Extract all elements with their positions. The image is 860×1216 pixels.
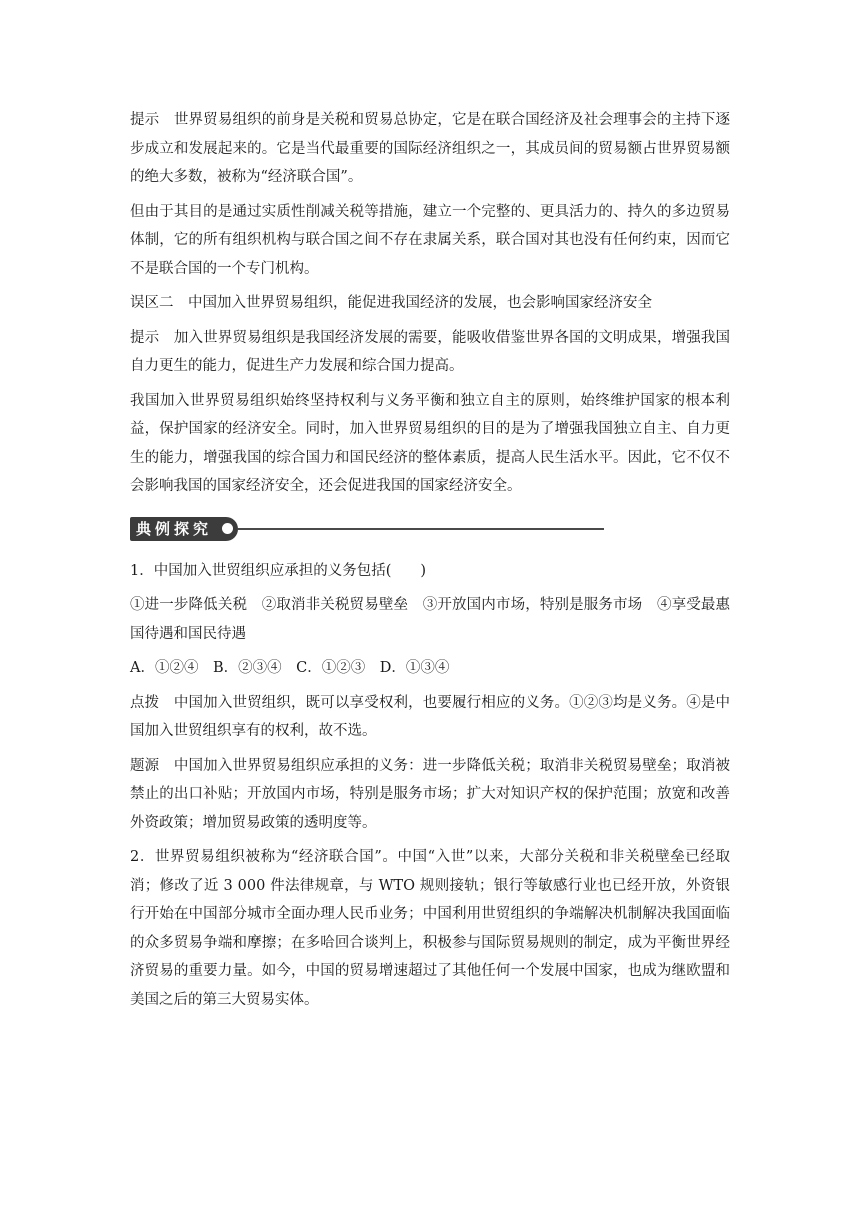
source-paragraph: 题源 中国加入世界贸易组织应承担的义务：进一步降低关税；取消非关税贸易壁垒；取消被禁止的出口补贴；开放国内市场，特别是服务市场；扩大对知识产权的保护范围；放宽和改善外资政策；增加贸易政策的透明度等。	[130, 757, 730, 831]
bullet-dot-icon	[222, 523, 233, 534]
section-header	[130, 515, 730, 543]
question-options: ①进一步降低关税 ②取消非关税贸易壁垒 ③开放国内市场，特别是服务市场 ④享受最惠国待遇和国民待遇	[130, 597, 730, 642]
question-2: 2．世界贸易组织被称为“经济联合国”。中国“入世”以来，大部分关税和非关税壁垒已经取消；修改了近 3 000 件法律规章，与 WTO 规则接轨；银行等敏感行业也已经开放，外资银行开始在中国部分城市全面办理人民币业务；中国利用世贸组织的争端解决机制解决我国面临的众多贸易争端和摩擦；在多哈回合谈判上，积极参与国际贸易规则的制定，成为平衡世界经济贸易的重要力量。如今，中国的贸易增速超过了其他任何一个发展中国家，也成为继欧盟和美国之后的第三大贸易实体。	[130, 849, 730, 1008]
hint-paragraph: 提示 加入世界贸易组织是我国经济发展的需要，能吸收借鉴世界各国的文明成果，增强我国自力更生的能力，促进生产力发展和综合国力提高。	[130, 329, 730, 374]
question-1: 1．中国加入世贸组织应承担的义务包括( )	[130, 562, 427, 579]
explanation-paragraph: 但由于其目的是通过实质性削减关税等措施，建立一个完整的、更具活力的、持久的多边贸易体制，它的所有组织机构与联合国之间不存在隶属关系，联合国对其也没有任何约束，因而它不是联合国的一个专门机构。	[130, 203, 730, 277]
answer-choices: A．①②④ B．②③④ C．①②③ D．①③④	[130, 660, 450, 676]
tip-paragraph: 点拨 中国加入世贸组织，既可以享受权利，也要履行相应的义务。①②③均是义务。④是中国加入世贸组织享有的权利，故不选。	[130, 694, 730, 739]
section-divider	[238, 528, 604, 530]
section-title: 典例探究	[130, 517, 238, 541]
explanation-paragraph: 我国加入世界贸易组织始终坚持权利与义务平衡和独立自主的原则，始终维护国家的根本利益，保护国家的经济安全。同时，加入世界贸易组织的目的是为了增强我国独立自主、自力更生的能力，增强我国的综合国力和国民经济的整体素质，提高人民生活水平。因此，它不仅不会影响我国的国家经济安全，还会促进我国的国家经济安全。	[130, 392, 730, 494]
misconception-heading: 误区二 中国加入世界贸易组织，能促进我国经济的发展，也会影响国家经济安全	[130, 295, 652, 311]
document-content	[130, 106, 730, 1014]
hint-paragraph: 提示 世界贸易组织的前身是关税和贸易总协定，它是在联合国经济及社会理事会的主持下逐步成立和发展起来的。它是当代最重要的国际经济组织之一，其成员间的贸易额占世界贸易额的绝大多数，被称为“经济联合国”。	[130, 112, 730, 185]
